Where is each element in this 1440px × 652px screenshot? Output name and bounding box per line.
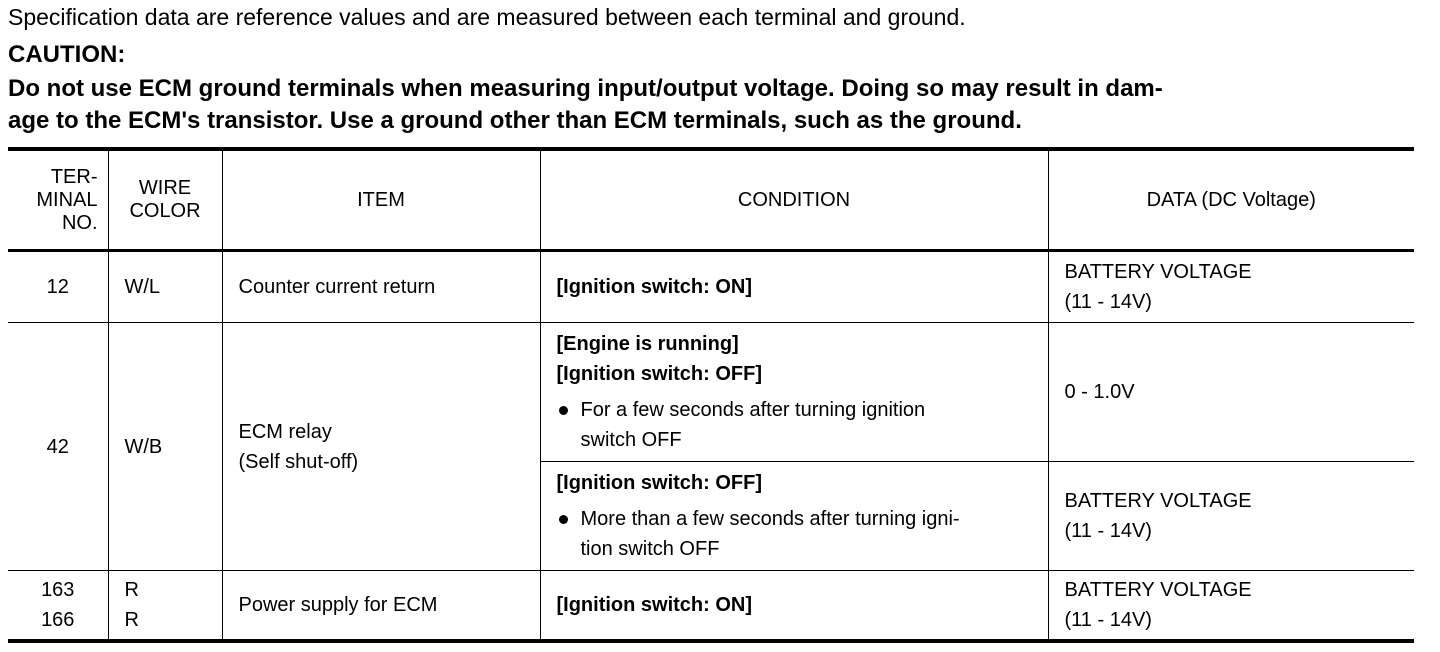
wire-line: R — [124, 579, 139, 601]
condition-cell: [Ignition switch: ON] — [540, 571, 1048, 642]
header-item: ITEM — [222, 149, 540, 251]
caution-text — [8, 73, 1428, 137]
data-line: (11 - 14V) — [1064, 291, 1152, 313]
data-cell — [1048, 462, 1414, 571]
terminal-line: 166 — [41, 609, 75, 631]
header-text: NO. — [61, 211, 98, 234]
data-line: BATTERY VOLTAGE — [1064, 579, 1252, 601]
terminal-cell: 42 — [8, 323, 108, 571]
bullet-icon — [559, 515, 568, 524]
condition-cell — [540, 323, 1048, 462]
terminal-cell: 12 — [8, 251, 108, 323]
data-cell — [1048, 571, 1414, 642]
data-line: BATTERY VOLTAGE — [1064, 261, 1252, 283]
condition-line: [Ignition switch: OFF] — [556, 472, 763, 494]
intro-text: Specification data are reference values and are measured between each terminal and ground. — [8, 4, 966, 30]
header-wire-color — [108, 149, 222, 251]
condition-bullet — [557, 395, 1032, 455]
data-cell — [1048, 251, 1414, 323]
bullet-line: switch OFF — [580, 429, 682, 451]
wire-color-cell — [108, 571, 222, 642]
header-text: MINAL — [36, 188, 98, 211]
data-cell: 0 - 1.0V — [1048, 323, 1414, 462]
data-line: (11 - 14V) — [1064, 609, 1152, 631]
wire-line: R — [124, 609, 139, 631]
header-text: COLOR — [129, 200, 201, 222]
header-data: DATA (DC Voltage) — [1048, 149, 1414, 251]
item-line: (Self shut-off) — [238, 450, 359, 473]
terminal-spec-table — [8, 147, 1414, 643]
table-row — [8, 323, 1414, 462]
bullet-line: tion switch OFF — [580, 538, 720, 560]
header-terminal-no — [8, 149, 108, 251]
condition-line: [Ignition switch: OFF] — [556, 363, 763, 385]
table-row — [8, 251, 1414, 323]
condition-bullet — [557, 504, 1032, 564]
header-condition: CONDITION — [540, 149, 1048, 251]
condition-cell — [540, 462, 1048, 571]
terminal-line: 163 — [41, 579, 75, 601]
data-line: BATTERY VOLTAGE — [1064, 490, 1252, 512]
table-row — [8, 571, 1414, 642]
condition-cell: [Ignition switch: ON] — [540, 251, 1048, 323]
caution-heading: CAUTION: — [8, 41, 126, 68]
header-text: TER- — [50, 165, 98, 188]
header-text: WIRE — [138, 177, 192, 199]
bullet-icon — [559, 406, 568, 415]
bullet-line: For a few seconds after turning ignition — [580, 399, 926, 421]
condition-line: [Engine is running] — [556, 333, 739, 355]
wire-color-cell: W/B — [108, 323, 222, 571]
wire-color-cell: W/L — [108, 251, 222, 323]
item-cell — [222, 323, 540, 571]
table-header-row — [8, 149, 1414, 251]
item-cell: Power supply for ECM — [222, 571, 540, 642]
caution-line: Do not use ECM ground terminals when measuring input/output voltage. Doing so may result in dam- — [8, 75, 1163, 102]
data-line: (11 - 14V) — [1064, 520, 1152, 542]
terminal-cell — [8, 571, 108, 642]
caution-line: age to the ECM's transistor. Use a ground other than ECM terminals, such as the ground. — [8, 107, 1022, 134]
item-line: ECM relay — [238, 420, 332, 443]
bullet-line: More than a few seconds after turning igni- — [580, 508, 960, 530]
item-cell: Counter current return — [222, 251, 540, 323]
